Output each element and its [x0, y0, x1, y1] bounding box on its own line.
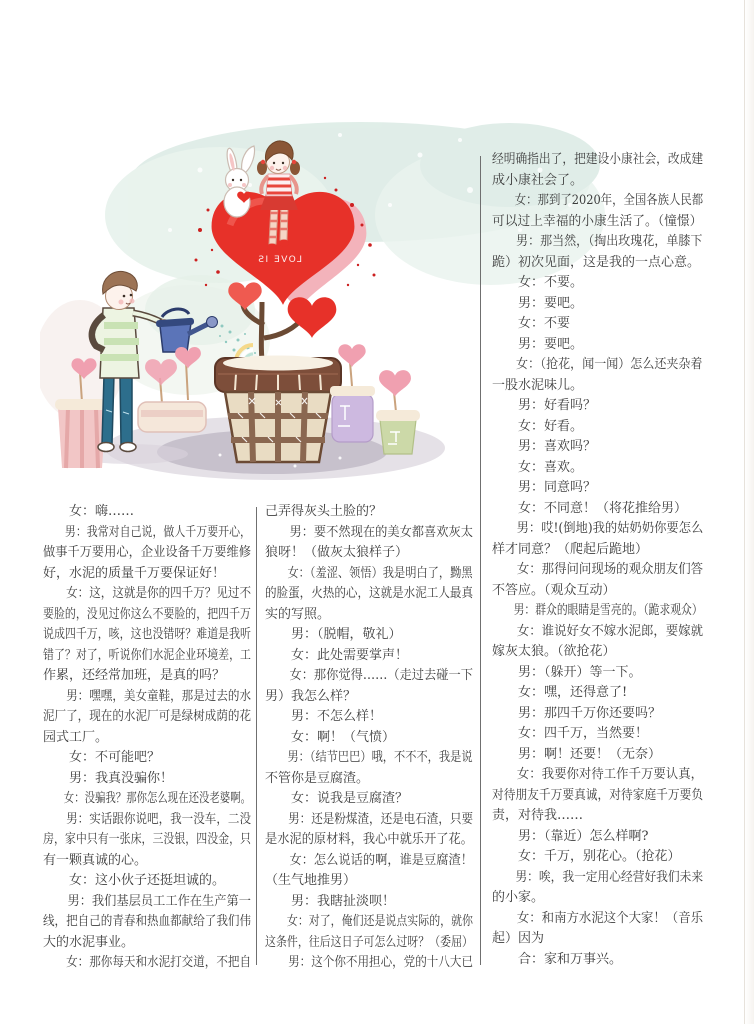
text-line: 一股水泥味儿。	[492, 377, 584, 393]
text-line: 女：谁说好女不嫁水泥郎，要嫁就	[516, 623, 704, 639]
green-pot	[376, 370, 420, 454]
text-line: 女：那到了2020年，全国各族人民都	[514, 193, 704, 208]
text-line: 女：那你每天和水泥打交道，不把自	[66, 955, 252, 970]
text-line: 男：我真没骗你！	[69, 770, 174, 786]
text-line: 可以过上幸福的小康生活了。（憧憬）	[492, 213, 703, 229]
column-divider-right	[480, 156, 481, 965]
text-line: 女：不要。	[518, 275, 584, 290]
text-line: 样才同意？（爬起后跪地）	[492, 541, 649, 557]
text-line: 对待朋友千万要真诚，对待家庭千万要负	[492, 787, 704, 803]
text-line: 男：啊！还要！（无奈）	[518, 746, 662, 762]
text-line: 这条件，往后这日子可怎么过呀？（委屈）	[265, 934, 473, 950]
text-line: 合：家和万事兴。	[518, 951, 623, 967]
text-line: 作累，还经常加班，是真的吗？	[43, 668, 226, 683]
text-line: 女：啊！（气愤）	[291, 729, 396, 745]
text-line: 女：对了，俺们还是说点实际的，就你	[286, 914, 473, 929]
text-line: 女：千万，别花心。（抢花）	[518, 849, 681, 864]
text-line: 男：哎!(倒地)我的姑奶奶你要怎么	[516, 521, 704, 536]
text-line: 起）因为	[492, 931, 545, 946]
text-line: 男：（躲开）等一下。	[518, 664, 642, 680]
page-right-edge	[744, 0, 754, 1024]
text-line: 己弄得灰头土脸的？	[265, 504, 383, 519]
text-line: 狼呀！（做灰太狼样子）	[265, 545, 409, 560]
text-line: 女：这，这就是你的四千万？见过不	[66, 586, 252, 601]
text-line: 男：喜欢吗？	[518, 439, 597, 454]
text-line: 男：群众的眼睛是雪亮的。（跪求观众）	[513, 603, 703, 618]
text-line: 园式工厂。	[43, 729, 109, 745]
text-line: 女：不可能吧？	[69, 750, 161, 765]
text-line: 女：（羞涩、领悟）我是明白了，黝黑	[287, 565, 473, 581]
text-line: 跪）初次见面，这是我的一点心意。	[492, 254, 701, 270]
text-line: 女：没骗我？那你怎么现在还没老婆啊。	[63, 791, 252, 806]
text-line: 男：我们基层员工工作在生产第一	[67, 893, 251, 909]
text-line: 男：这个你不用担心，党的十八大已	[288, 955, 474, 970]
text-line: 男：我瞎扯淡呗！	[291, 893, 396, 909]
text-line: 男：还是粉煤渣，还是电石渣，只要	[288, 811, 474, 827]
text-line: 的脸蛋，火热的心，这就是水泥工人最真	[265, 586, 474, 601]
text-line: 男：同意吗？	[518, 480, 597, 495]
text-line: 女：好看。	[518, 418, 584, 434]
text-line: 的小家。	[492, 890, 545, 905]
text-line: 男：要吧。	[518, 336, 584, 352]
text-line: 线，把自己的青春和热血都献给了我们伟	[43, 914, 252, 929]
text-line: 女：喜欢。	[518, 459, 584, 475]
text-line: 男：我常对自己说，做人千万要开心，	[64, 524, 251, 540]
text-line: 女：不同意！（将花推给男）	[518, 500, 688, 516]
text-line: 男：好看吗？	[518, 398, 597, 413]
text-line: 女：那得问问现场的观众朋友们答	[516, 562, 704, 577]
column-divider-left	[256, 507, 257, 965]
script-column-left	[43, 502, 251, 974]
text-line: 嫁灰太狼。（欲抢花）	[492, 644, 616, 659]
text-line: 男：那当然，（掏出玫瑰花，单膝下	[516, 234, 703, 249]
text-line: 不答应。（观众互动）	[492, 582, 616, 598]
text-line: 男：唉，我一定用心经营好我们未来	[515, 869, 704, 885]
small-heart-right	[288, 297, 337, 338]
woven-basket-pot	[215, 356, 341, 463]
text-line: 女：不要	[518, 316, 571, 331]
text-line: 好，水泥的质量千万要保证好！	[43, 565, 226, 581]
text-line: 女：说我是豆腐渣？	[291, 791, 409, 806]
text-line: 男：要吧。	[518, 295, 584, 311]
text-line: （生气地推男）	[265, 873, 357, 888]
text-line: 男：实话跟你说吧，我一没车，二没	[66, 811, 252, 827]
text-line: 男：嘿嘿，美女童鞋，那是过去的水	[66, 688, 252, 704]
text-line: 不管你是豆腐渣。	[265, 770, 370, 786]
text-line: 有一颗真诚的心。	[43, 852, 148, 868]
love-is-text: LOVE IS	[256, 255, 302, 265]
text-line: 男：（脱帽，敬礼）	[291, 627, 402, 642]
text-line: 女：和南方水泥这个大家！（音乐	[516, 910, 704, 926]
text-line: 男：（靠近）怎么样啊?	[518, 828, 649, 844]
text-line: 女：我要你对待工作千万要认真，	[516, 767, 704, 782]
text-line: 做事千万要用心，企业设备千万要维修	[43, 545, 251, 560]
script-column-middle	[265, 502, 473, 974]
text-line: 成小康社会了。	[492, 172, 584, 188]
text-line: 女：此处需要掌声！	[291, 647, 409, 663]
text-line: 女：嘿，还得意了!	[518, 685, 628, 700]
text-line: 女：（抢花，闻一闻）怎么还夹杂着	[516, 357, 703, 372]
text-line: 男：要不然现在的美女都喜欢灰太	[289, 524, 473, 540]
text-line: 女：四千万，当然要！	[518, 726, 649, 741]
text-line: 男：不怎么样！	[291, 709, 383, 724]
text-line: 女：怎么说话的啊，谁是豆腐渣！	[289, 852, 473, 868]
text-line: 女：嗨……	[69, 504, 135, 519]
script-column-right	[492, 150, 703, 970]
text-line: 经明确指出了，把建设小康社会，改成建	[492, 152, 704, 167]
text-line: 责，对待我……	[492, 808, 584, 823]
text-line: 实的写照。	[265, 606, 331, 622]
text-line: 是水泥的原材料，我心中就乐开了花。	[265, 832, 473, 847]
text-line: 说成四千万，咳，这也没错呀？难道是我听	[43, 627, 251, 642]
text-line: 大的水泥事业。	[43, 934, 135, 950]
text-line: 要脸的，没见过你这么不要脸的，把四千万	[43, 606, 251, 622]
text-line: 男）我怎么样？	[265, 688, 357, 704]
text-line: 女：这小伙子还挺坦诚的。	[69, 873, 226, 888]
text-line: 泥厂了，现在的水泥厂可是绿树成荫的花	[43, 709, 252, 724]
text-line: 女：那你觉得……（走过去碰一下	[289, 668, 473, 683]
text-line: 错了？对了，听说你们水泥企业环境差，工	[43, 647, 251, 663]
text-line: 男：（结节巴巴）哦，不不不，我是说	[287, 750, 473, 765]
text-line: 房，家中只有一张床，三没银，四没金，只	[43, 832, 251, 847]
text-line: 男：那四千万你还要吗？	[518, 705, 662, 721]
